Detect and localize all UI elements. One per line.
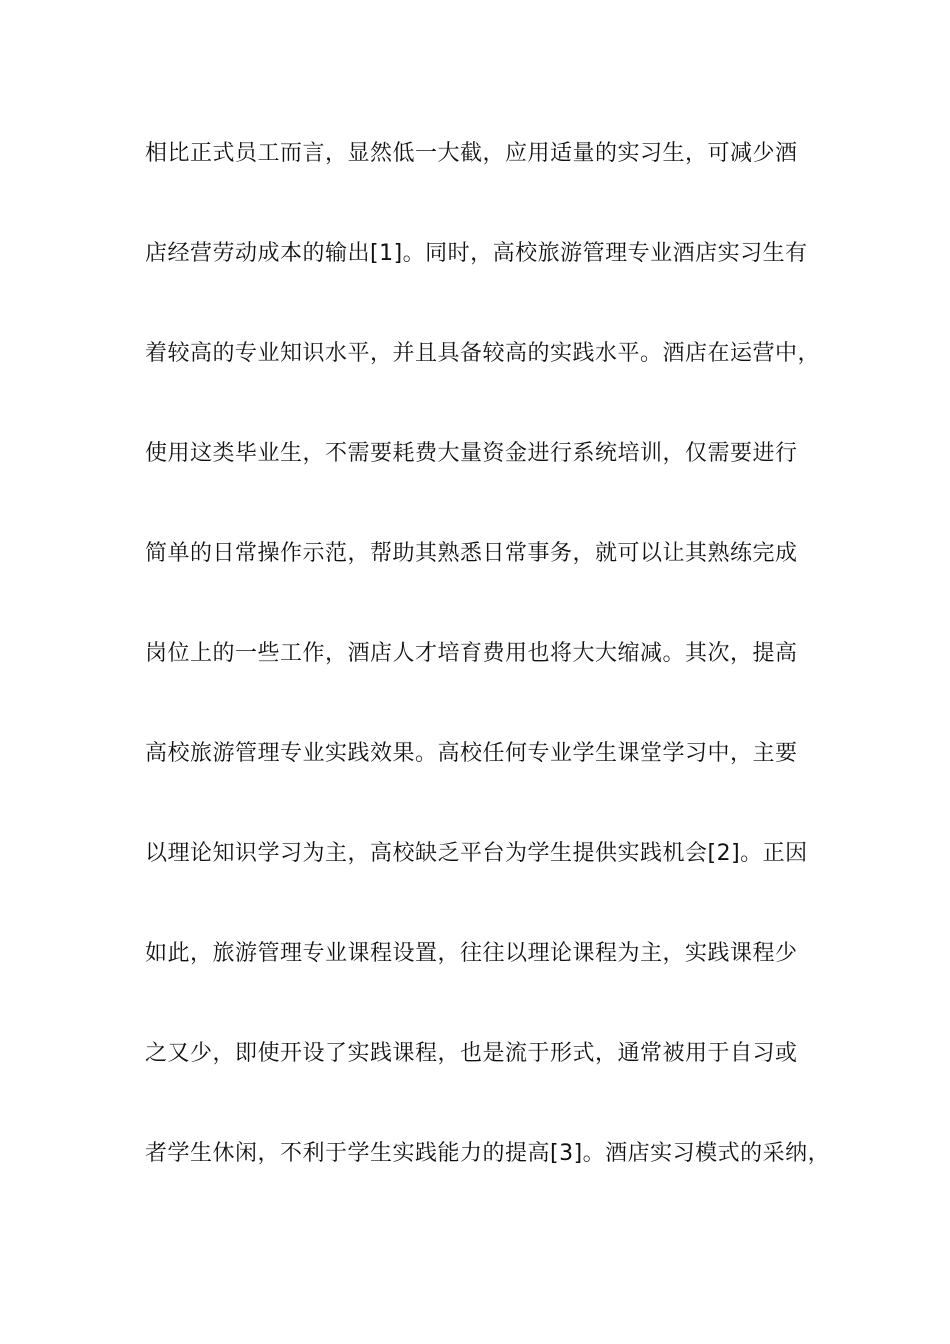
text-line-10: 之又少，即使开设了实践课程，也是流于形式，通常被用于自习或	[145, 1041, 798, 1066]
text-line-9: 如此，旅游管理专业课程设置，往往以理论课程为主，实践课程少	[145, 941, 798, 966]
text-line-7: 高校旅游管理专业实践效果。高校任何专业学生课堂学习中，主要	[145, 741, 798, 766]
text-line-3: 着较高的专业知识水平，并且具备较高的实践水平。酒店在运营中，	[145, 341, 821, 366]
text-line-5: 简单的日常操作示范，帮助其熟悉日常事务，就可以让其熟练完成	[145, 541, 798, 566]
body-paragraph	[145, 132, 831, 1232]
text-line-4: 使用这类毕业生，不需要耗费大量资金进行系统培训，仅需要进行	[145, 441, 798, 466]
text-line-1: 相比正式员工而言，显然低一大截，应用适量的实习生，可减少酒	[145, 141, 798, 166]
text-line-2: 店经营劳动成本的输出[1]。同时，高校旅游管理专业酒店实习生有	[145, 241, 808, 266]
text-line-11: 者学生休闲，不利于学生实践能力的提高[3]。酒店实习模式的采纳，	[145, 1141, 831, 1166]
text-line-8: 以理论知识学习为主，高校缺乏平台为学生提供实践机会[2]。正因	[145, 841, 808, 866]
text-line-6: 岗位上的一些工作，酒店人才培育费用也将大大缩减。其次，提高	[145, 641, 798, 666]
